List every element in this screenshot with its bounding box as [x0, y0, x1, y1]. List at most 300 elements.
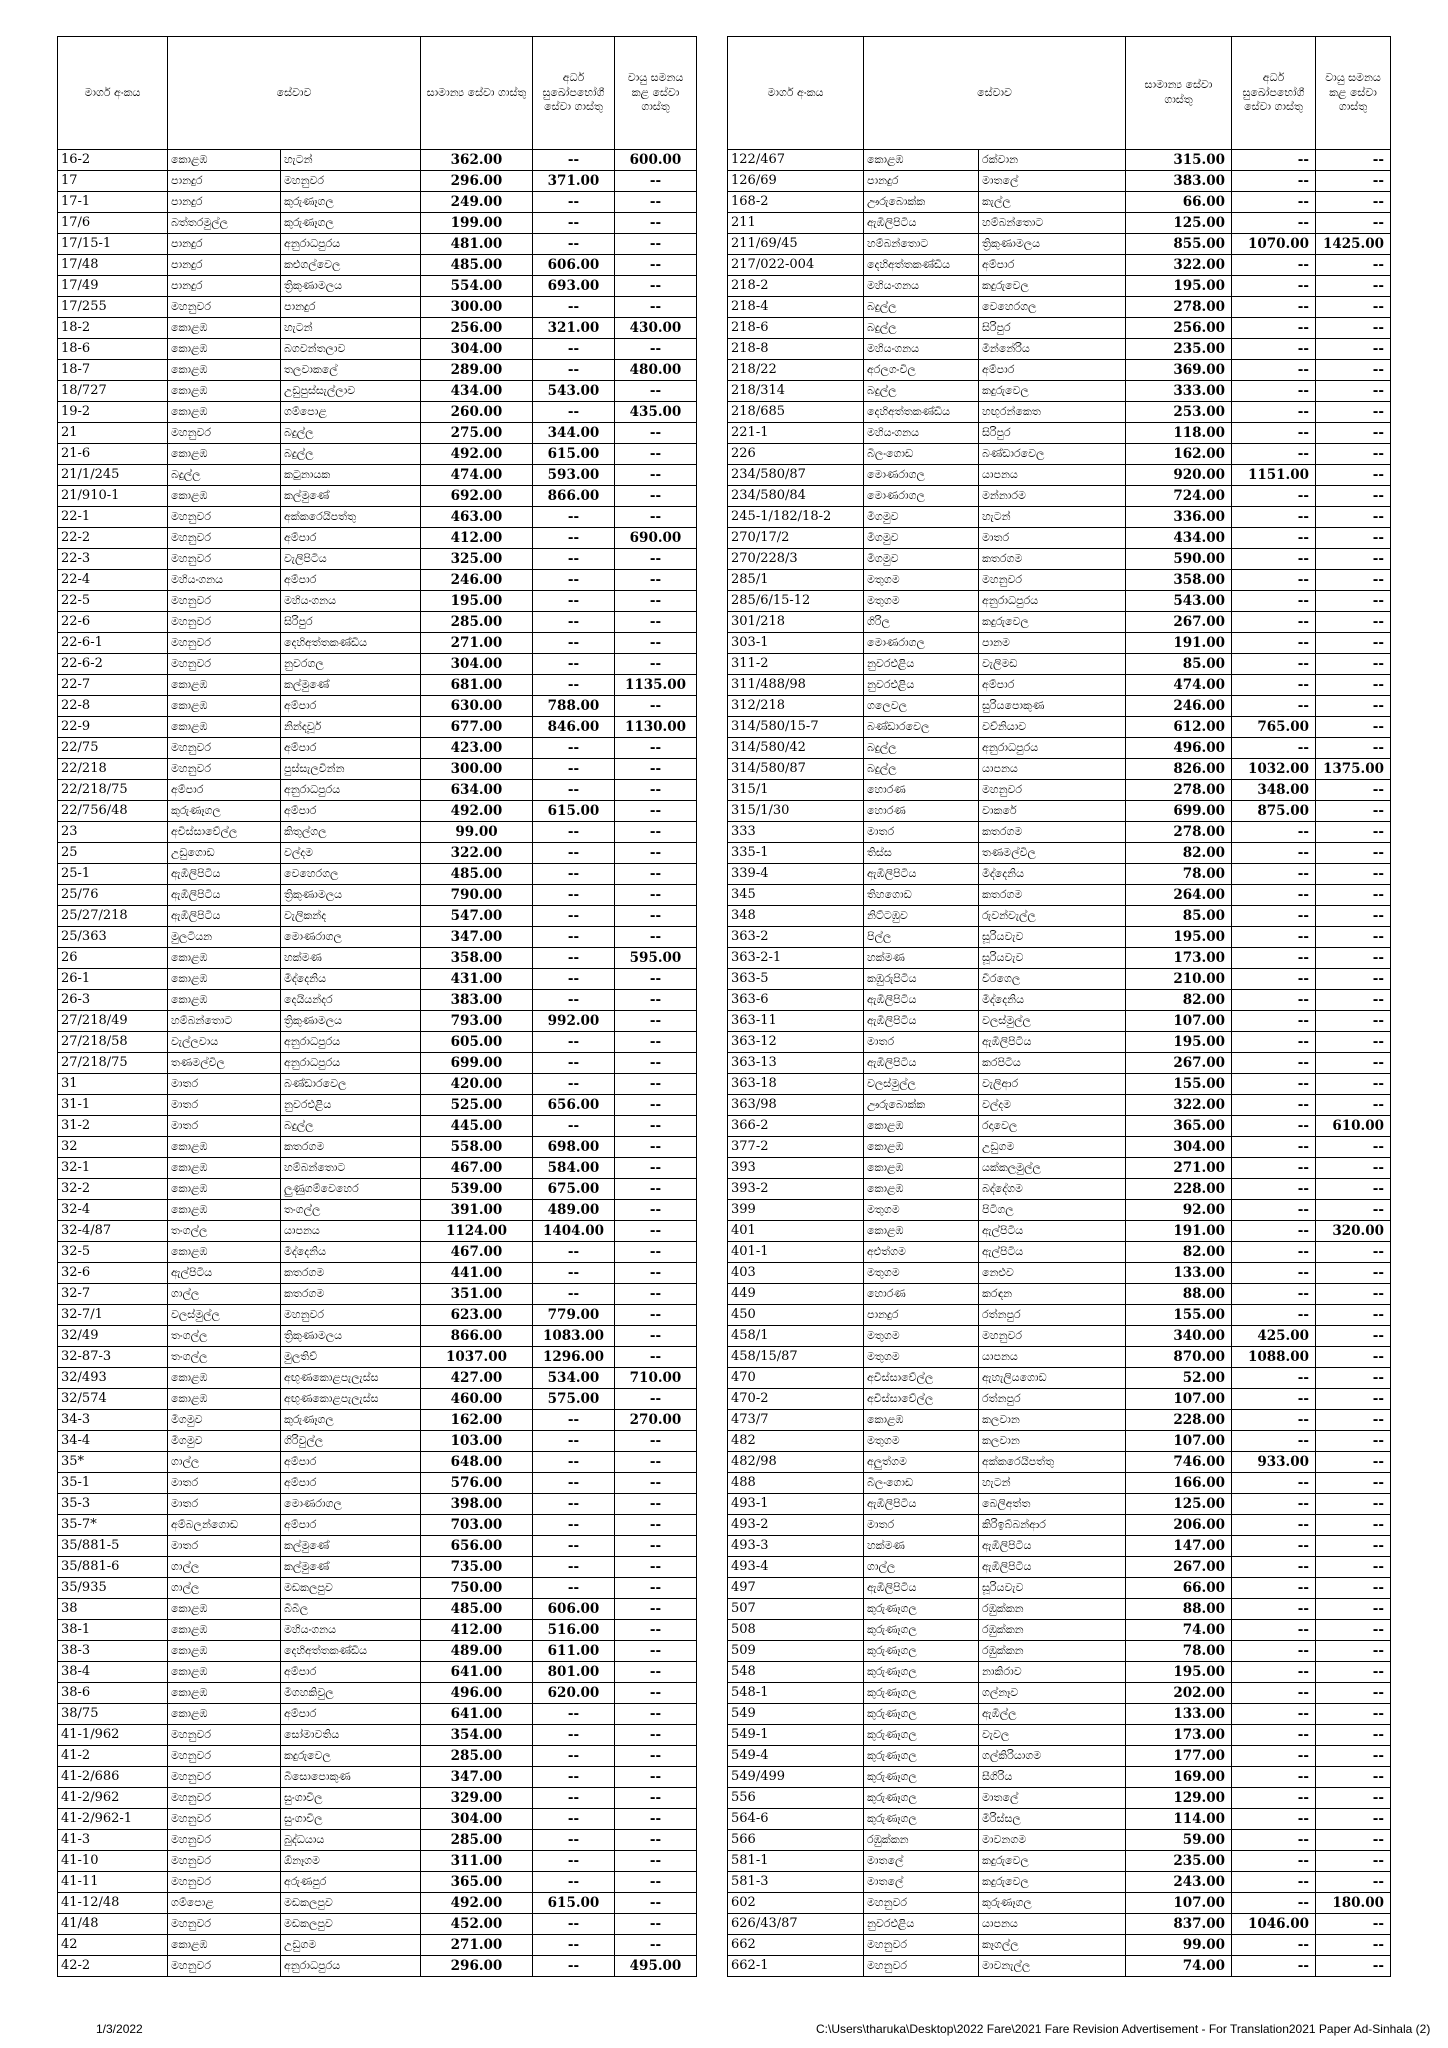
ac-fare-cell: -- [1316, 612, 1391, 633]
semi-luxury-fare-cell: -- [1232, 1515, 1316, 1536]
ac-fare-cell: -- [1316, 1074, 1391, 1095]
semi-luxury-fare-cell: -- [533, 822, 615, 843]
ac-fare-cell: -- [1316, 843, 1391, 864]
ac-fare-cell: -- [1316, 1053, 1391, 1074]
semi-luxury-fare-cell: -- [1232, 1683, 1316, 1704]
table-row [58, 549, 697, 570]
route-number-cell: 449 [728, 1284, 864, 1305]
semi-luxury-fare-cell: -- [533, 885, 615, 906]
service-from-cell: උඩුගොඩ [168, 843, 281, 864]
route-number-cell: 34-4 [58, 1431, 168, 1452]
ac-fare-cell: -- [615, 381, 697, 402]
service-from-cell: කොළඹ [168, 948, 281, 969]
service-to-cell: රඹුක්කන [979, 1641, 1126, 1662]
service-to-cell: අනුරාධපුරය [281, 1956, 421, 1977]
normal-fare-cell: 177.00 [1126, 1746, 1232, 1767]
ac-fare-cell: -- [1316, 192, 1391, 213]
table-row [58, 591, 697, 612]
service-from-cell: මහියංගනය [864, 423, 979, 444]
service-to-cell: නෙළුව [979, 1263, 1126, 1284]
table-row [728, 507, 1391, 528]
table-row [728, 360, 1391, 381]
route-number-cell: 27/218/58 [58, 1032, 168, 1053]
table-row [728, 381, 1391, 402]
service-to-cell: කල්මුණේ [281, 675, 421, 696]
service-from-cell: මතුගම [864, 591, 979, 612]
service-to-cell: කැල්ල [979, 192, 1126, 213]
service-from-cell: ඇඹිලිපිටිය [864, 990, 979, 1011]
semi-luxury-fare-cell: 344.00 [533, 423, 615, 444]
route-number-cell: 549-1 [728, 1725, 864, 1746]
normal-fare-cell: 496.00 [421, 1683, 533, 1704]
ac-fare-cell: -- [615, 864, 697, 885]
service-to-cell: ගල්කිරියාගම [979, 1746, 1126, 1767]
service-from-cell: ගාල්ල [168, 1557, 281, 1578]
ac-fare-cell: -- [1316, 213, 1391, 234]
service-from-cell: අරලගංවිල [864, 360, 979, 381]
normal-fare-cell: 362.00 [421, 150, 533, 171]
service-from-cell: බත්තරමුල්ල [168, 213, 281, 234]
table-row [58, 864, 697, 885]
normal-fare-cell: 275.00 [421, 423, 533, 444]
semi-luxury-fare-cell: -- [1232, 1662, 1316, 1683]
service-from-cell: මතුගම [864, 1200, 979, 1221]
normal-fare-cell: 322.00 [1126, 1095, 1232, 1116]
service-to-cell: කරඳන [979, 1284, 1126, 1305]
route-number-cell: 19-2 [58, 402, 168, 423]
route-number-cell: 41-2 [58, 1746, 168, 1767]
route-number-cell: 270/17/2 [728, 528, 864, 549]
normal-fare-cell: 445.00 [421, 1116, 533, 1137]
ac-fare-cell: 480.00 [615, 360, 697, 381]
semi-luxury-fare-cell: -- [1232, 1830, 1316, 1851]
service-from-cell: කොළඹ [864, 1179, 979, 1200]
normal-fare-cell: 260.00 [421, 402, 533, 423]
route-number-cell: 32/574 [58, 1389, 168, 1410]
service-from-cell: පානදුර [168, 171, 281, 192]
service-to-cell: පුස්සැලවින්න [281, 759, 421, 780]
route-number-cell: 126/69 [728, 171, 864, 192]
ac-fare-cell: -- [615, 1704, 697, 1725]
semi-luxury-fare-cell: -- [1232, 1704, 1316, 1725]
table-row [58, 696, 697, 717]
service-to-cell: කටුනායක [281, 465, 421, 486]
normal-fare-cell: 347.00 [421, 1767, 533, 1788]
service-to-cell: අම්පාර [281, 1662, 421, 1683]
service-from-cell: බදුල්ල [864, 738, 979, 759]
service-to-cell: අම්පාර [281, 696, 421, 717]
ac-fare-cell: -- [615, 549, 697, 570]
ac-fare-cell: -- [1316, 486, 1391, 507]
route-number-cell: 393-2 [728, 1179, 864, 1200]
semi-luxury-fare-cell: -- [1232, 423, 1316, 444]
table-row [58, 927, 697, 948]
service-to-cell: කතරගම [281, 1137, 421, 1158]
service-to-cell: කදුරුවෙල [979, 612, 1126, 633]
ac-fare-cell: -- [615, 1452, 697, 1473]
table-row [728, 1032, 1391, 1053]
route-number-cell: 31 [58, 1074, 168, 1095]
semi-luxury-fare-cell: -- [1232, 1893, 1316, 1914]
ac-fare-cell: -- [1316, 1914, 1391, 1935]
service-from-cell: මහනුවර [168, 1851, 281, 1872]
service-to-cell: කතරගම [979, 549, 1126, 570]
normal-fare-cell: 576.00 [421, 1473, 533, 1494]
normal-fare-cell: 431.00 [421, 969, 533, 990]
table-row [728, 759, 1391, 780]
service-from-cell: කොළඹ [168, 150, 281, 171]
table-row [58, 150, 697, 171]
route-number-cell: 41-12/48 [58, 1893, 168, 1914]
ac-fare-cell: -- [1316, 780, 1391, 801]
normal-fare-cell: 634.00 [421, 780, 533, 801]
route-number-cell: 38-1 [58, 1620, 168, 1641]
table-row [58, 1956, 697, 1977]
semi-luxury-fare-cell: -- [533, 1494, 615, 1515]
normal-fare-cell: 296.00 [421, 1956, 533, 1977]
ac-fare-cell: -- [615, 843, 697, 864]
service-to-cell: මහනුවර [979, 570, 1126, 591]
table-row [728, 150, 1391, 171]
ac-fare-cell: -- [615, 1599, 697, 1620]
normal-fare-cell: 228.00 [1126, 1179, 1232, 1200]
semi-luxury-fare-cell: -- [1232, 1116, 1316, 1137]
service-to-cell: කළුගල්වෙල [281, 255, 421, 276]
semi-luxury-fare-cell: -- [533, 213, 615, 234]
table-row [58, 1830, 697, 1851]
semi-luxury-fare-cell: -- [533, 969, 615, 990]
table-row [58, 297, 697, 318]
service-to-cell: ත්‍රිකුණාමලය [281, 276, 421, 297]
normal-fare-cell: 107.00 [1126, 1389, 1232, 1410]
ac-fare-cell: -- [1316, 1032, 1391, 1053]
service-to-cell: හම්බන්තොට [281, 1158, 421, 1179]
ac-fare-cell: -- [615, 1851, 697, 1872]
semi-luxury-fare-cell: -- [533, 1935, 615, 1956]
service-from-cell: මොණරාගල [864, 633, 979, 654]
ac-fare-cell: -- [615, 507, 697, 528]
route-number-cell: 41-3 [58, 1830, 168, 1851]
service-from-cell: බදුල්ල [864, 297, 979, 318]
route-number-cell: 333 [728, 822, 864, 843]
service-from-cell: ගලෙවල [864, 696, 979, 717]
semi-luxury-fare-cell: 425.00 [1232, 1326, 1316, 1347]
normal-fare-cell: 434.00 [421, 381, 533, 402]
service-to-cell: බණ්ඩාරවෙල [979, 444, 1126, 465]
table-row [58, 1032, 697, 1053]
ac-fare-cell: -- [1316, 1389, 1391, 1410]
service-to-cell: කිරිඉබ්බන්ආර [979, 1515, 1126, 1536]
service-from-cell: කුරුණෑගල [864, 1662, 979, 1683]
service-from-cell: කොළඹ [168, 381, 281, 402]
service-from-cell: ගම්පොළ [168, 1893, 281, 1914]
service-from-cell: මාතර [168, 1095, 281, 1116]
route-number-cell: 38-3 [58, 1641, 168, 1662]
service-from-cell: මහනුවර [168, 1872, 281, 1893]
normal-fare-cell: 271.00 [421, 1935, 533, 1956]
normal-fare-cell: 210.00 [1126, 969, 1232, 990]
service-from-cell: කොළඹ [168, 339, 281, 360]
route-number-cell: 25/27/218 [58, 906, 168, 927]
semi-luxury-fare-cell: -- [1232, 1263, 1316, 1284]
route-number-cell: 303-1 [728, 633, 864, 654]
route-number-cell: 401 [728, 1221, 864, 1242]
ac-fare-cell: -- [615, 1515, 697, 1536]
table-row [58, 1200, 697, 1221]
ac-fare-cell: -- [615, 591, 697, 612]
semi-luxury-fare-cell: -- [533, 1452, 615, 1473]
table-row [58, 1599, 697, 1620]
table-row [728, 990, 1391, 1011]
footer-date: 1/3/2022 [96, 2022, 143, 2036]
normal-fare-cell: 107.00 [1126, 1431, 1232, 1452]
table-body-left [58, 150, 697, 1977]
route-number-cell: 22-1 [58, 507, 168, 528]
table-row [728, 1284, 1391, 1305]
ac-fare-cell: -- [1316, 1431, 1391, 1452]
service-to-cell: නුවරගල [281, 654, 421, 675]
service-from-cell: මහනුවර [168, 654, 281, 675]
service-from-cell: මාතර [168, 1494, 281, 1515]
route-number-cell: 32-4 [58, 1200, 168, 1221]
ac-fare-cell: -- [615, 1221, 697, 1242]
normal-fare-cell: 554.00 [421, 276, 533, 297]
route-number-cell: 21/1/245 [58, 465, 168, 486]
semi-luxury-fare-cell: 866.00 [533, 486, 615, 507]
service-to-cell: අම්පාර [281, 1473, 421, 1494]
table-row [728, 1053, 1391, 1074]
route-number-cell: 549 [728, 1704, 864, 1725]
service-to-cell: සෝමාවතිය [281, 1725, 421, 1746]
ac-fare-cell: -- [1316, 1326, 1391, 1347]
normal-fare-cell: 267.00 [1126, 612, 1232, 633]
table-row [58, 1053, 697, 1074]
service-to-cell: මඩකලපුව [281, 1578, 421, 1599]
semi-luxury-fare-cell: -- [1232, 1032, 1316, 1053]
ac-fare-cell: -- [615, 1641, 697, 1662]
normal-fare-cell: 463.00 [421, 507, 533, 528]
normal-fare-cell: 243.00 [1126, 1872, 1232, 1893]
route-number-cell: 493-4 [728, 1557, 864, 1578]
service-to-cell: අම්පාර [281, 528, 421, 549]
service-from-cell: දෙහිඅත්තකණ්ඩිය [864, 255, 979, 276]
service-from-cell: මහනුවර [168, 423, 281, 444]
ac-fare-cell: -- [1316, 990, 1391, 1011]
normal-fare-cell: 66.00 [1126, 1578, 1232, 1599]
service-to-cell: මාතර [979, 528, 1126, 549]
route-number-cell: 32-5 [58, 1242, 168, 1263]
service-from-cell: හක්මණ [864, 1536, 979, 1557]
semi-luxury-fare-cell: 606.00 [533, 1599, 615, 1620]
normal-fare-cell: 826.00 [1126, 759, 1232, 780]
route-number-cell: 311-2 [728, 654, 864, 675]
route-number-cell: 339-4 [728, 864, 864, 885]
ac-fare-cell: -- [615, 1137, 697, 1158]
service-to-cell: හම්බන්තොට [979, 213, 1126, 234]
semi-luxury-fare-cell: 371.00 [533, 171, 615, 192]
service-to-cell: කතරගම [281, 1284, 421, 1305]
table-row [728, 1788, 1391, 1809]
semi-luxury-fare-cell: 615.00 [533, 444, 615, 465]
route-number-cell: 363-2-1 [728, 948, 864, 969]
table-row [58, 1662, 697, 1683]
normal-fare-cell: 699.00 [1126, 801, 1232, 822]
route-number-cell: 314/580/87 [728, 759, 864, 780]
table-row [728, 822, 1391, 843]
ac-fare-cell: -- [1316, 171, 1391, 192]
route-number-cell: 32-6 [58, 1263, 168, 1284]
semi-luxury-fare-cell: -- [533, 1431, 615, 1452]
route-number-cell: 458/1 [728, 1326, 864, 1347]
service-from-cell: ගාල්ල [168, 1578, 281, 1599]
service-to-cell: යාපනය [979, 465, 1126, 486]
header-semi-luxury-fare: අර්ධ සුඛෝපභෝගී සේවා ගාස්තු [533, 37, 615, 150]
semi-luxury-fare-cell: 992.00 [533, 1011, 615, 1032]
normal-fare-cell: 485.00 [421, 1599, 533, 1620]
service-to-cell: අරුණපුර [281, 1872, 421, 1893]
service-to-cell: නුවරඑළිය [281, 1095, 421, 1116]
semi-luxury-fare-cell: -- [1232, 1725, 1316, 1746]
table-row [728, 1725, 1391, 1746]
service-to-cell: අම්පාර [281, 738, 421, 759]
service-from-cell: මහනුවර [168, 1767, 281, 1788]
semi-luxury-fare-cell: -- [1232, 675, 1316, 696]
service-from-cell: පිල්ල [864, 927, 979, 948]
normal-fare-cell: 612.00 [1126, 717, 1232, 738]
table-row [58, 1473, 697, 1494]
header-route: මාර්ග අංකය [728, 37, 864, 150]
service-from-cell: මහනුවර [168, 591, 281, 612]
normal-fare-cell: 249.00 [421, 192, 533, 213]
service-to-cell: පානදුර [281, 297, 421, 318]
semi-luxury-fare-cell: -- [1232, 570, 1316, 591]
service-to-cell: බුද්ධයාය [281, 1830, 421, 1851]
semi-luxury-fare-cell: -- [1232, 1620, 1316, 1641]
service-to-cell: වීරගෙල [979, 969, 1126, 990]
table-row [728, 864, 1391, 885]
ac-fare-cell: -- [1316, 1515, 1391, 1536]
semi-luxury-fare-cell: -- [1232, 486, 1316, 507]
service-to-cell: සුංගාවිල [281, 1788, 421, 1809]
semi-luxury-fare-cell: 348.00 [1232, 780, 1316, 801]
semi-luxury-fare-cell: 593.00 [533, 465, 615, 486]
ac-fare-cell: -- [1316, 339, 1391, 360]
ac-fare-cell: -- [1316, 717, 1391, 738]
route-number-cell: 285/6/15-12 [728, 591, 864, 612]
semi-luxury-fare-cell: -- [1232, 507, 1316, 528]
table-row [728, 1452, 1391, 1473]
normal-fare-cell: 271.00 [421, 633, 533, 654]
service-from-cell: මාතර [864, 822, 979, 843]
table-row [728, 1368, 1391, 1389]
ac-fare-cell: -- [615, 339, 697, 360]
service-from-cell: පානදුර [864, 1305, 979, 1326]
service-from-cell: කුරුණෑගල [864, 1746, 979, 1767]
service-from-cell: නුවරඑළිය [864, 654, 979, 675]
table-row [58, 1515, 697, 1536]
service-to-cell: ඇල්පිටිය [979, 1221, 1126, 1242]
semi-luxury-fare-cell: -- [1232, 1179, 1316, 1200]
route-number-cell: 270/228/3 [728, 549, 864, 570]
service-from-cell: ඌරුබොක්ක [864, 1095, 979, 1116]
ac-fare-cell: -- [615, 801, 697, 822]
semi-luxury-fare-cell: 611.00 [533, 1641, 615, 1662]
route-number-cell: 17/6 [58, 213, 168, 234]
route-number-cell: 218-8 [728, 339, 864, 360]
normal-fare-cell: 264.00 [1126, 885, 1232, 906]
normal-fare-cell: 525.00 [421, 1095, 533, 1116]
ac-fare-cell: -- [615, 1494, 697, 1515]
service-from-cell: කොළඹ [168, 444, 281, 465]
semi-luxury-fare-cell: -- [1232, 696, 1316, 717]
semi-luxury-fare-cell: -- [1232, 1767, 1316, 1788]
normal-fare-cell: 351.00 [421, 1284, 533, 1305]
semi-luxury-fare-cell: -- [533, 1956, 615, 1977]
semi-luxury-fare-cell: -- [1232, 969, 1316, 990]
service-to-cell: සීගිරිය [979, 1767, 1126, 1788]
normal-fare-cell: 383.00 [1126, 171, 1232, 192]
normal-fare-cell: 1037.00 [421, 1347, 533, 1368]
route-number-cell: 221-1 [728, 423, 864, 444]
semi-luxury-fare-cell: -- [533, 780, 615, 801]
semi-luxury-fare-cell: -- [533, 570, 615, 591]
route-number-cell: 218-6 [728, 318, 864, 339]
table-row [58, 1746, 697, 1767]
table-row [728, 675, 1391, 696]
service-to-cell: බදුල්ල [281, 1116, 421, 1137]
route-number-cell: 25/76 [58, 885, 168, 906]
table-row [728, 549, 1391, 570]
service-from-cell: ඇඹිලිපිටිය [864, 213, 979, 234]
semi-luxury-fare-cell: -- [533, 1536, 615, 1557]
service-to-cell: අනුරාධපුරය [281, 1032, 421, 1053]
service-from-cell: කොළඹ [168, 675, 281, 696]
table-row [728, 738, 1391, 759]
route-number-cell: 218-4 [728, 297, 864, 318]
service-from-cell: අවිස්සාවේල්ල [864, 1389, 979, 1410]
normal-fare-cell: 750.00 [421, 1578, 533, 1599]
ac-fare-cell: -- [615, 1200, 697, 1221]
route-number-cell: 345 [728, 885, 864, 906]
semi-luxury-fare-cell: -- [533, 549, 615, 570]
semi-luxury-fare-cell: -- [1232, 1641, 1316, 1662]
ac-fare-cell: -- [615, 444, 697, 465]
service-to-cell: සිරිපුර [979, 318, 1126, 339]
semi-luxury-fare-cell: 698.00 [533, 1137, 615, 1158]
table-row [728, 1347, 1391, 1368]
table-row [728, 1473, 1391, 1494]
table-row [728, 1809, 1391, 1830]
table-row [728, 885, 1391, 906]
header-normal-fare: සාමාන්‍ය සේවා ගාස්තු [421, 37, 533, 150]
route-number-cell: 564-6 [728, 1809, 864, 1830]
ac-fare-cell: -- [615, 1767, 697, 1788]
ac-fare-cell: -- [615, 906, 697, 927]
table-row [728, 1431, 1391, 1452]
table-row [58, 1095, 697, 1116]
semi-luxury-fare-cell: -- [1232, 906, 1316, 927]
table-row [58, 1263, 697, 1284]
table-row [58, 1893, 697, 1914]
route-number-cell: 450 [728, 1305, 864, 1326]
table-row [728, 171, 1391, 192]
service-from-cell: මහනුවර [168, 1746, 281, 1767]
route-number-cell: 363-11 [728, 1011, 864, 1032]
semi-luxury-fare-cell: -- [1232, 276, 1316, 297]
service-to-cell: වව්නියාව [979, 717, 1126, 738]
route-number-cell: 31-2 [58, 1116, 168, 1137]
semi-luxury-fare-cell: -- [1232, 822, 1316, 843]
